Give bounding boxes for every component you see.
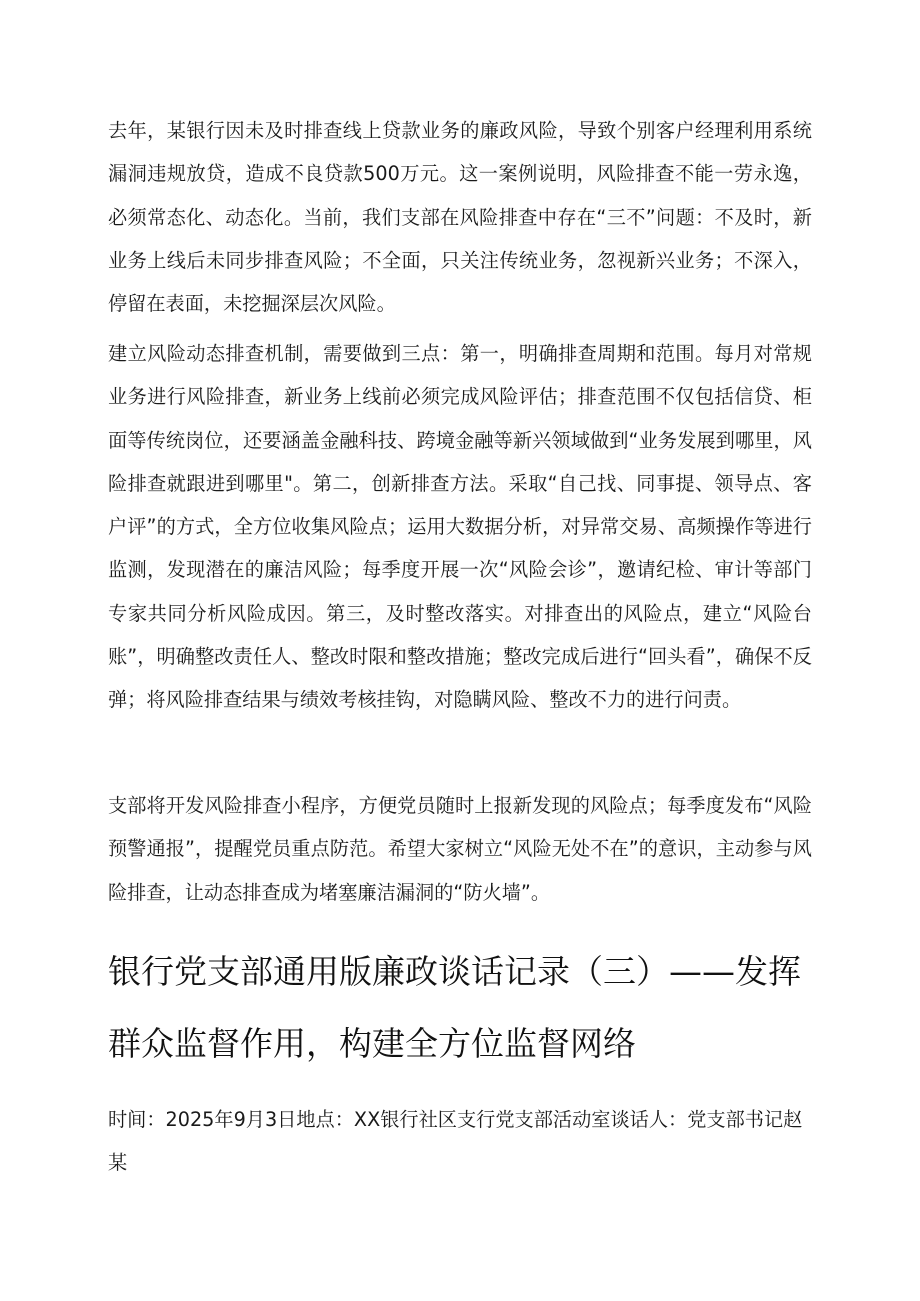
meeting-meta-line: 时间：2025年9月3日地点：XX银行社区支行党支部活动室谈话人：党支部书记赵某 xyxy=(108,1108,803,1175)
body-paragraph-2: 建立风险动态排查机制，需要做到三点：第一，明确排查周期和范围。每月对常规业务进行风险排查，新业务上线前必须完成风险评估；排查范围不仅包括信贷、柜面等传统岗位，还要涵盖金融科技、跨境金融等新兴领域做到“业务发展到哪里，风险排查就跟进到哪里"。第二，创新排查方法。采取“自己找、同事提、领导点、客户评”的方式，全方位收集风险点；运用大数据分析，对异常交易、高频操作等进行监测，发现潜在的廉洁风险；每季度开展一次“风险会诊”，邀请纪检、审计等部门专家共同分析风险成因。第三，及时整改落实。对排查出的风险点，建立“风险台账”，明确整改责任人、整改时限和整改措施；整改完成后进行“回头看”，确保不反弹；将风险排查结果与绩效考核挂钩，对隐瞒风险、整改不力的进行问责。 xyxy=(108,342,812,712)
section-heading: 银行党支部通用版廉政谈话记录（三）——发挥群众监督作用，构建全方位监督网络 xyxy=(108,952,801,1063)
body-paragraph-3: 支部将开发风险排查小程序，方便党员随时上报新发现的风险点；每季度发布“风险预警通报”，提醒党员重点防范。希望大家树立“风险无处不在”的意识，主动参与风险排查，让动态排查成为堵塞廉洁漏洞的“防火墙”。 xyxy=(108,794,812,904)
body-paragraph-1: 去年，某银行因未及时排查线上贷款业务的廉政风险，导致个别客户经理利用系统漏洞违规放贷，造成不良贷款500万元。这一案例说明，风险排查不能一劳永逸，必须常态化、动态化。当前，我们支部在风险排查中存在“三不”问题：不及时，新业务上线后未同步排查风险；不全面，只关注传统业务，忽视新兴业务；不深入，停留在表面，未挖掘深层次风险。 xyxy=(108,119,812,316)
